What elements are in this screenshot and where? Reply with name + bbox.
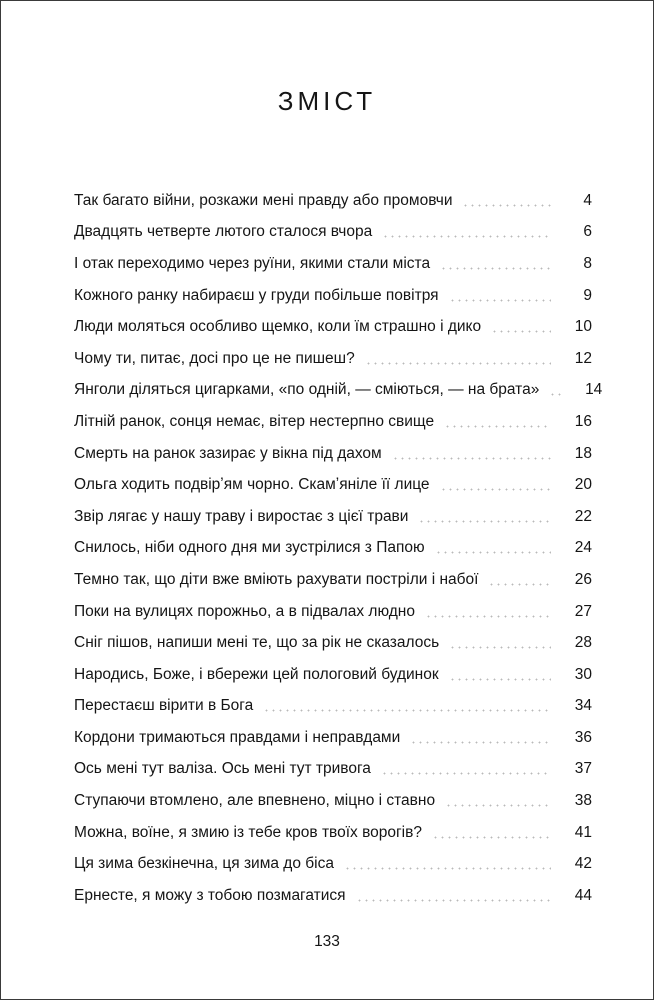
toc-entry-title: Янголи діляться цигарками, «по одній, — сміються, — на брата» <box>74 381 540 399</box>
toc-entry-title: Ольга ходить подвірʼям чорно. Скамʼяніле її лице <box>74 476 430 494</box>
toc-entry-title: Ось мені тут валіза. Ось мені тут тривога <box>74 760 371 778</box>
table-of-contents <box>74 185 603 912</box>
dot-leader <box>365 352 551 366</box>
toc-entry-page: 26 <box>574 570 592 588</box>
toc-entry-page: 42 <box>574 855 592 873</box>
toc-entry <box>74 754 592 786</box>
dot-leader <box>381 762 551 776</box>
toc-entry-page: 44 <box>574 886 592 904</box>
toc-entry <box>74 596 592 628</box>
toc-entry-title: Сніг пішов, напиши мені те, що за рік не сказалось <box>74 634 440 652</box>
toc-entry-title: Кордони тримаються правдами і неправдами <box>74 728 401 746</box>
toc-entry <box>74 817 592 849</box>
toc-entry <box>74 627 592 659</box>
toc-entry <box>74 311 592 343</box>
page-title: ЗМІСТ <box>277 86 377 116</box>
toc-entry <box>74 217 592 249</box>
dot-leader <box>449 668 551 682</box>
toc-entry <box>74 375 603 407</box>
toc-entry <box>74 533 592 565</box>
toc-entry-title: Літній ранок, сонця немає, вітер нестерпно свище <box>74 412 435 430</box>
toc-entry <box>74 880 592 912</box>
toc-entry <box>74 248 592 280</box>
toc-entry-page: 36 <box>574 728 592 746</box>
toc-entry-title: Люди моляться особливо щемко, коли їм страшно і дико <box>74 318 482 336</box>
toc-entry <box>74 280 592 312</box>
toc-entry <box>74 785 592 817</box>
toc-entry-page: 18 <box>574 444 592 462</box>
toc-entry-title: Народись, Боже, і вбережи цей пологовий будинок <box>74 665 439 683</box>
page-number: 133 <box>314 933 340 950</box>
dot-leader <box>444 415 551 429</box>
toc-entry <box>74 691 592 723</box>
toc-entry <box>74 722 592 754</box>
toc-entry-page: 12 <box>574 349 592 367</box>
toc-entry <box>74 848 592 880</box>
dot-leader <box>425 605 551 619</box>
toc-entry-title: Ернесте, я можу з тобою позмагатися <box>74 886 346 904</box>
toc-entry-page: 4 <box>583 191 592 209</box>
dot-leader <box>263 699 551 713</box>
dot-leader <box>440 257 551 271</box>
dot-leader <box>445 794 551 808</box>
dot-leader <box>449 636 551 650</box>
toc-entry-page: 9 <box>583 286 592 304</box>
toc-entry-page: 8 <box>583 254 592 272</box>
toc-entry-title: Чому ти, питає, досі про це не пишеш? <box>74 349 355 367</box>
toc-entry-page: 14 <box>585 381 603 399</box>
dot-leader <box>488 573 551 587</box>
toc-entry-title: І отак переходимо через руїни, якими стали міста <box>74 254 431 272</box>
toc-entry-page: 16 <box>574 412 592 430</box>
toc-entry-title: Смерть на ранок зазирає у вікна під дахом <box>74 444 382 462</box>
toc-entry <box>74 501 592 533</box>
toc-entry-title: Ступаючи втомлено, але впевнено, міцно і ставно <box>74 792 436 810</box>
toc-entry-title: Звір лягає у нашу траву і виростає з цієї трави <box>74 507 409 525</box>
toc-entry <box>74 659 592 691</box>
dot-leader <box>382 225 551 239</box>
dot-leader <box>410 731 551 745</box>
toc-entry <box>74 469 592 501</box>
toc-entry-page: 24 <box>574 539 592 557</box>
toc-entry-page: 41 <box>574 823 592 841</box>
toc-entry-page: 38 <box>574 792 592 810</box>
toc-entry-title: Двадцять четверте лютого сталося вчора <box>74 223 373 241</box>
toc-entry-page: 20 <box>574 476 592 494</box>
toc-entry <box>74 438 592 470</box>
toc-entry-title: Поки на вулицях порожньо, а в підвалах людно <box>74 602 415 620</box>
toc-entry-title: Ця зима безкінечна, ця зима до біса <box>74 855 334 873</box>
dot-leader <box>392 447 551 461</box>
toc-entry-page: 10 <box>574 318 592 336</box>
toc-entry-page: 30 <box>574 665 592 683</box>
toc-entry-title: Можна, воїне, я змию із тебе кров твоїх ворогів? <box>74 823 422 841</box>
toc-entry-title: Кожного ранку набираєш у груди побільше повітря <box>74 286 439 304</box>
toc-entry-title: Снилось, ніби одного дня ми зустрілися з Папою <box>74 539 425 557</box>
toc-entry-title: Темно так, що діти вже вміють рахувати постріли і набої <box>74 570 479 588</box>
dot-leader <box>432 826 551 840</box>
toc-entry-title: Перестаєш вірити в Бога <box>74 697 254 715</box>
dot-leader <box>356 889 551 903</box>
toc-entry-page: 22 <box>574 507 592 525</box>
dot-leader <box>449 289 551 303</box>
toc-entry-page: 34 <box>574 697 592 715</box>
dot-leader <box>462 194 551 208</box>
dot-leader <box>491 320 551 334</box>
toc-entry <box>74 564 592 596</box>
toc-entry <box>74 343 592 375</box>
toc-entry <box>74 185 592 217</box>
toc-entry-page: 27 <box>574 602 592 620</box>
toc-entry-page: 28 <box>574 634 592 652</box>
dot-leader <box>418 510 551 524</box>
dot-leader <box>344 857 551 871</box>
toc-entry-page: 37 <box>574 760 592 778</box>
dot-leader <box>549 383 561 397</box>
dot-leader <box>435 541 551 555</box>
toc-entry-page: 6 <box>583 223 592 241</box>
dot-leader <box>440 478 551 492</box>
toc-entry-title: Так багато війни, розкажи мені правду або промовчи <box>74 191 453 209</box>
toc-entry <box>74 406 592 438</box>
